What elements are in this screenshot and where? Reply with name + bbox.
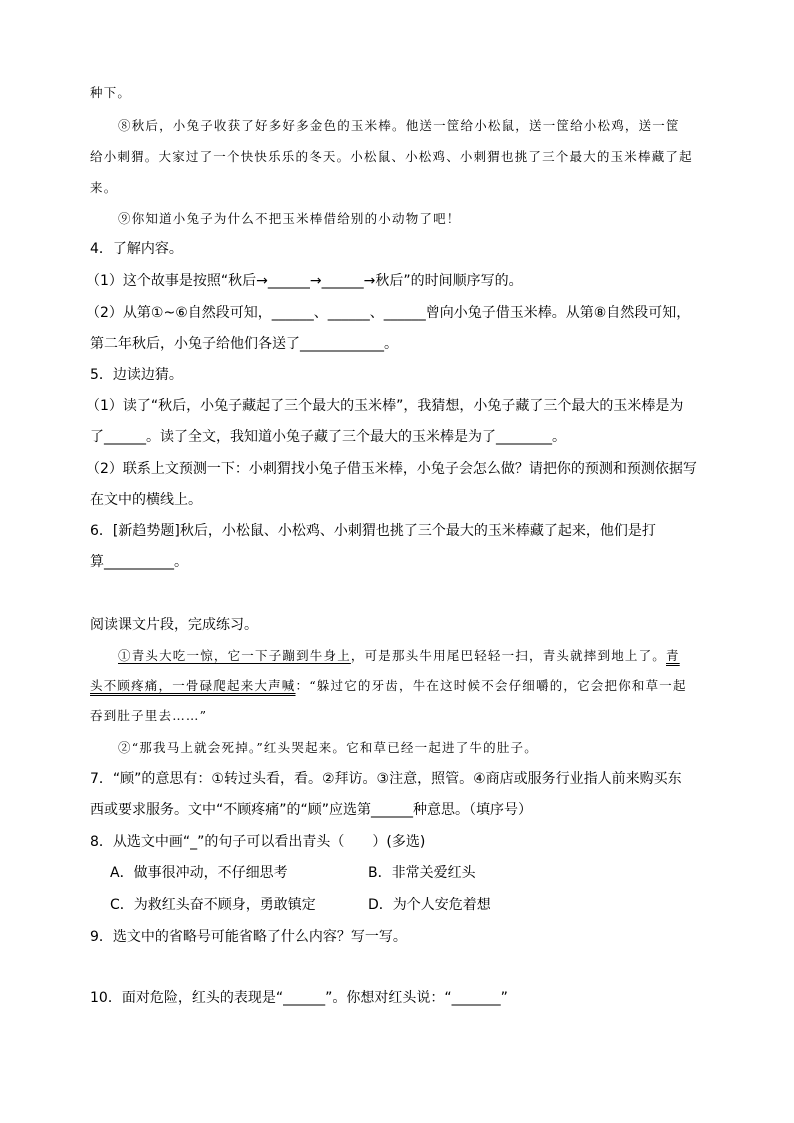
question-8-option-b[interactable]: B．非常关爱红头 <box>368 865 476 881</box>
question-7-line-1: 7．“顾”的意思有：①转过头看，看。②拜访。③注意，照管。④商店或服务行业指人前来购买东 <box>90 771 682 787</box>
sentence-text: ，可是那头牛用尾巴轻轻一扫，青头就摔到地上了。 <box>350 648 667 663</box>
paragraph-9: ⑨你知道小兔子为什么不把玉米棒借给别的小动物了吧！ <box>118 211 461 226</box>
question-8-stem: 8．从选文中画“_”的句子可以看出青头（ ）(多选) <box>90 834 426 850</box>
question-7-line-2: 西或要求服务。文中“不顾疼痛”的“顾”应选第______种意思。（填序号） <box>90 802 533 818</box>
question-6-line-2: 算__________。 <box>90 554 188 570</box>
question-5-sub-1-line-1: （1）读了“秋后，小兔子藏起了三个最大的玉米棒”，我猜想，小兔子藏了三个最大的玉米棒是为 <box>86 398 684 414</box>
question-4-title: 4．了解内容。 <box>90 241 183 257</box>
paragraph-8-line-2: 给小刺猬。大家过了一个快快乐乐的冬天。小松鼠、小松鸡、小刺猬也挑了三个最大的玉米棒藏了起 <box>90 149 693 164</box>
paragraph-8-line-1: ⑧秋后，小兔子收获了好多好多金色的玉米棒。他送一筐给小松鼠，送一筐给小松鸡，送一筐 <box>118 118 680 133</box>
reading-intro: 阅读课文片段，完成练习。 <box>90 617 258 633</box>
paragraph-8-line-3: 来。 <box>90 180 118 195</box>
question-4-sub-2-line-2: 第二年秋后，小兔子给他们各送了____________。 <box>90 336 398 352</box>
question-5-sub-2-line-2: 在文中的横线上。 <box>90 492 202 508</box>
question-8-option-d[interactable]: D．为个人安危着想 <box>368 897 491 913</box>
question-5-sub-1-line-2: 了______。读了全文，我知道小兔子藏了三个最大的玉米棒是为了________。 <box>90 429 566 445</box>
question-8-option-c[interactable]: C．为救红头奋不顾身，勇敢镇定 <box>110 897 316 913</box>
double-underlined-sentence-end: 头不顾疼痛，一骨碌爬起来大声喊 <box>90 678 296 693</box>
question-10-stem: 10．面对危险，红头的表现是“______”。你想对红头说：“_______” <box>90 990 508 1006</box>
double-underlined-sentence-start: 青 <box>666 648 680 663</box>
passage-2-paragraph-2: ②“那我马上就会死掉。”红头哭起来。它和草已经一起进了牛的肚子。 <box>118 740 538 755</box>
passage-line-tail: 种下。 <box>90 85 132 100</box>
passage-2-paragraph-1-line-1 <box>118 646 680 664</box>
passage-2-paragraph-1-line-2 <box>90 676 687 694</box>
passage-2-paragraph-1-line-3: 吞到肚子里去……” <box>90 708 208 723</box>
question-4-sub-2-line-1: （2）从第①~⑥自然段可知，______、______、______曾向小兔子借玉米棒。从第⑧自然段可知， <box>86 305 691 321</box>
question-5-sub-2-line-1: （2）联系上文预测一下：小刺猬找小兔子借玉米棒，小兔子会怎么做？请把你的预测和预测依据写 <box>86 461 697 477</box>
question-5-title: 5．边读边猜。 <box>90 367 183 383</box>
underlined-sentence-part-1: ①青头大吃一惊，它一下子蹦到牛身上 <box>118 648 351 663</box>
question-4-sub-1: （1）这个故事是按照“秋后→______→______→秋后”的时间顺序写的。 <box>86 273 523 289</box>
question-6-line-1: 6．[新趋势题]秋后，小松鼠、小松鸡、小刺猬也挑了三个最大的玉米棒藏了起来，他们是打 <box>90 523 656 539</box>
question-8-option-a[interactable]: A．做事很冲动，不仔细思考 <box>110 865 288 881</box>
question-9-stem: 9．选文中的省略号可能省略了什么内容？写一写。 <box>90 929 407 945</box>
quote-text: ：“躲过它的牙齿，牛在这时候不会仔细嚼的，它会把你和草一起 <box>295 678 687 693</box>
